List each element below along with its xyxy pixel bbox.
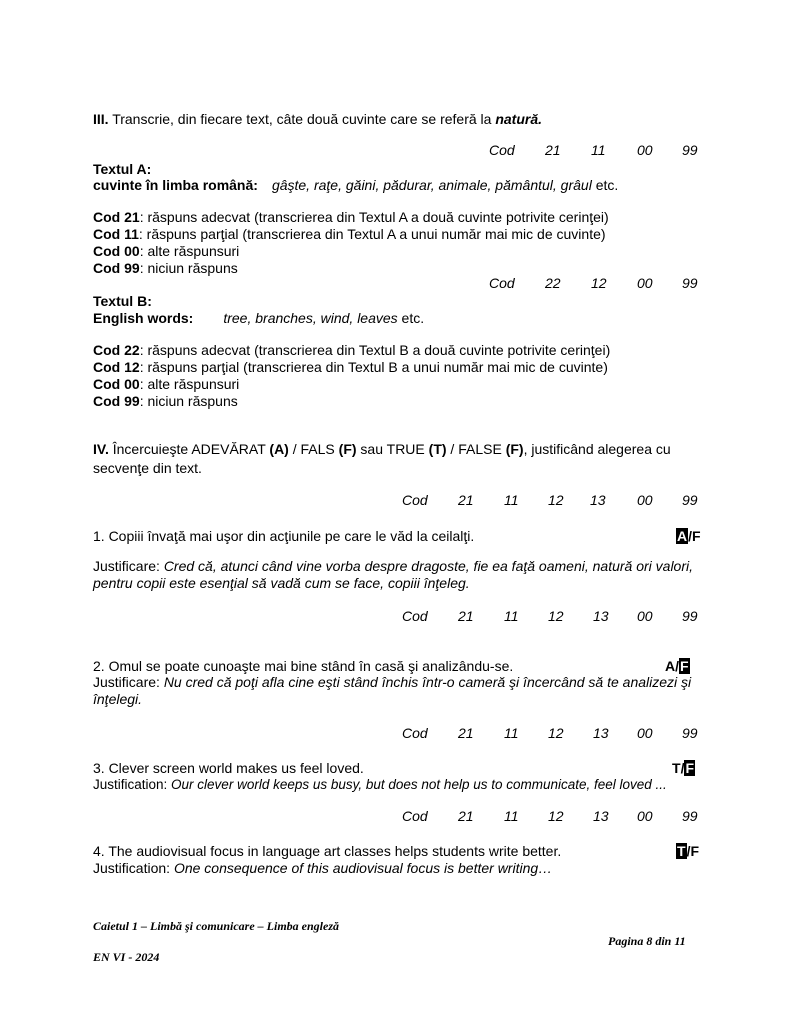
answer-choice-2[interactable]: A/F [665, 658, 689, 674]
rubric-line: Cod 00: alte răspunsuri [93, 376, 240, 392]
statement-4: 4. The audiovisual focus in language art classes helps students write better. [93, 843, 562, 859]
text-a-words-line: cuvinte în limba română: gâşte, raţe, găini, pădurar, animale, pământul, grâul etc. [93, 177, 619, 193]
footer-caiet: Caietul 1 – Limbă şi comunicare – Limba engleză [93, 919, 339, 933]
rubric-line: Cod 21: răspuns adecvat (transcrierea din Textul A a două cuvinte potrivite cerinţei) [93, 209, 609, 225]
codes-row-1: Cod 21 11 12 13 00 99 [402, 608, 698, 624]
rubric-line: Cod 22: răspuns adecvat (transcrierea din Textul B a două cuvinte potrivite cerinţei) [93, 342, 611, 358]
code-obscured: 13 [590, 492, 606, 508]
rubric-a [93, 209, 703, 277]
section-4-instruction: IV. Încercuieşte ADEVĂRAT (A) / FALS (F) sau TRUE (T) / FALSE (F), justificând alegerea cu secvenţe din text. [93, 441, 671, 476]
codes-row-a: Cod 21 11 00 99 [489, 142, 698, 158]
answer-choice-4[interactable]: T/F [677, 843, 700, 859]
text-b-title: Textul B: [93, 293, 152, 309]
footer-page-number: Pagina 8 din 11 [608, 934, 686, 948]
codes-row-b: Cod 22 12 00 99 [489, 275, 698, 291]
rubric-line: Cod 99: niciun răspuns [93, 260, 238, 276]
rubric-line: Cod 12: răspuns parţial (transcrierea din Textul B a unui număr mai mic de cuvinte) [93, 359, 608, 375]
answer-choice-1[interactable]: A/F [677, 528, 701, 544]
text-a-title: Textul A: [93, 161, 152, 177]
answer-marked: F [680, 658, 689, 674]
rubric-line: Cod 99: niciun răspuns [93, 393, 238, 409]
answer-marked: T [677, 843, 686, 859]
answer-marked: A [677, 528, 688, 544]
section-3-instruction: III. Transcrie, din fiecare text, câte două cuvinte care se referă la natură. [93, 111, 542, 127]
code-obscured: 11 [504, 492, 519, 508]
statement-3: 3. Clever screen world makes us feel loved. [93, 760, 364, 776]
statement-1: 1. Copiii învaţă mai uşor din acţiunile pe care le văd la ceilalţi. [93, 528, 475, 544]
justification-2: Justificare: Nu cred că poţi afla cine eşti stând închis într-o cameră şi încercând să te analizezi şi înţelegi. [93, 674, 692, 707]
justification-4: Justification: One consequence of this audiovisual focus is better writing… [93, 860, 553, 876]
justification-1: Justificare: Cred că, atunci când vine vorba despre dragoste, fie ea faţă oameni, natură ori valori, pentru copii este esenţial să vadă cum se face, copiii înţeleg. [93, 558, 694, 591]
section-4-number: IV. [93, 441, 109, 457]
text-b-words-line: English words: tree, branches, wind, leaves etc. [93, 310, 425, 326]
section-3-number: III. [93, 111, 109, 127]
codes-row-3: Cod 21 11 12 13 00 99 [402, 808, 698, 824]
answer-choice-3[interactable]: T/F [672, 760, 695, 776]
codes-row-header: Cod 21 11 12 13 00 99 [402, 492, 698, 508]
rubric-line: Cod 11: răspuns parţial (transcrierea din Textul A a unui număr mai mic de cuvinte) [93, 226, 606, 242]
justification-3: Justification: Our clever world keeps us busy, but does not help us to communicate, feel loved ... [93, 777, 667, 792]
rubric-line: Cod 00: alte răspunsuri [93, 243, 240, 259]
answer-marked: F [685, 760, 695, 776]
rubric-b [93, 342, 703, 410]
footer-exam: EN VI - 2024 [93, 950, 160, 964]
code-obscured: 12 [548, 492, 564, 508]
codes-row-2: Cod 21 11 12 13 00 99 [402, 725, 698, 741]
keyword-natura: natură. [495, 111, 542, 127]
statement-2: 2. Omul se poate cunoaşte mai bine stând în casă şi analizându-se. [93, 658, 514, 674]
